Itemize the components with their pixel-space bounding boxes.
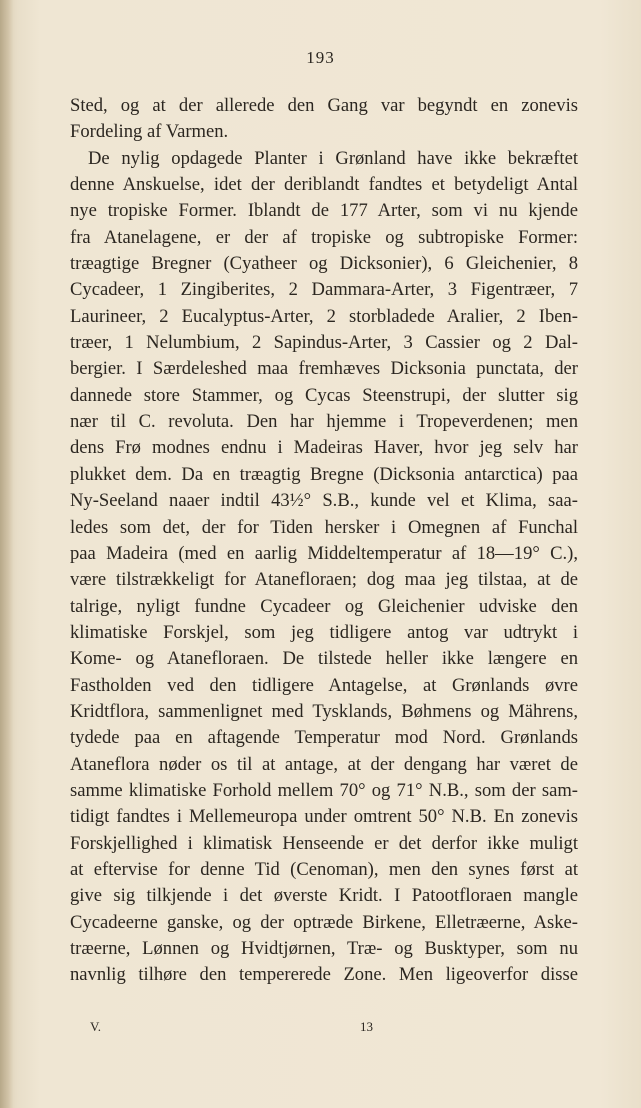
text-line: klimatiske Forskjel, som jeg tidligere antog var udtrykt i — [70, 621, 578, 643]
text-line: samme klimatiske Forhold mellem 70° og 71° N.B., som der sam- — [70, 779, 578, 801]
text-line: Fordeling af Varmen. — [70, 121, 229, 143]
text-line: dannede store Stammer, og Cycas Steenstrupi, der slutter sig — [70, 384, 578, 406]
text-line: plukket dem. Da en træagtig Bregne (Dicksonia antarctica) paa — [70, 463, 578, 485]
text-line: tidigt fandtes i Mellemeuropa under omtrent 50° N.B. En zonevis — [70, 806, 578, 828]
page-footer — [0, 1019, 641, 1039]
text-line: træer, 1 Nelumbium, 2 Sapindus-Arter, 3 Cassier og 2 Dal- — [70, 332, 578, 354]
text-line: tydede paa en aftagende Temperatur mod Nord. Grønlands — [70, 727, 578, 749]
text-line: Kridtflora, sammenlignet med Tysklands, Bøhmens og Mährens, — [70, 700, 578, 722]
text-line: paa Madeira (med en aarlig Middeltemperatur af 18—19° C.), — [70, 542, 578, 564]
text-line: bergier. I Særdeleshed maa fremhæves Dicksonia punctata, der — [70, 358, 578, 380]
text-line: nye tropiske Former. Iblandt de 177 Arter, som vi nu kjende — [70, 200, 578, 222]
text-line: Cycadeer, 1 Zingiberites, 2 Dammara-Arter, 3 Figentræer, 7 — [70, 279, 578, 301]
page-number: 193 — [306, 48, 335, 67]
text-line: navnlig tilhøre den tempererede Zone. Men ligeoverfor disse — [70, 964, 578, 986]
text-line: Kome- og Atanefloraen. De tilstede heller ikke længere en — [70, 648, 578, 670]
signature-mark: V. — [90, 1019, 101, 1034]
body-text — [70, 93, 578, 989]
text-line: Fastholden ved den tidligere Antagelse, at Grønlands øvre — [70, 674, 578, 696]
text-line: Cycadeerne ganske, og der optræde Birkene, Elletræerne, Aske- — [70, 911, 578, 933]
text-line: træagtige Bregner (Cyatheer og Dicksonier), 6 Gleichenier, 8 — [70, 253, 578, 275]
text-line: Laurineer, 2 Eucalyptus-Arter, 2 storbladede Aralier, 2 Iben- — [70, 305, 578, 327]
text-line: denne Anskuelse, idet der deriblandt fandtes et betydeligt Antal — [70, 174, 578, 196]
sheet-number: 13 — [360, 1019, 373, 1034]
text-line: dens Frø modnes endnu i Madeiras Haver, hvor jeg selv har — [70, 437, 578, 459]
text-line: træerne, Lønnen og Hvidtjørnen, Træ- og Busktyper, som nu — [70, 938, 578, 959]
text-line: nær til C. revoluta. Den har hjemme i Tropeverdenen; men — [70, 411, 578, 433]
text-line: Ny-Seeland naaer indtil 43½° S.B., kunde vel et Klima, saa- — [70, 490, 578, 512]
text-line: fra Atanelagene, er der af tropiske og subtropiske Former: — [70, 226, 578, 248]
text-line: Forskjellighed i klimatisk Henseende er det derfor ikke muligt — [70, 832, 578, 854]
text-line: at eftervise for denne Tid (Cenoman), men den synes først at — [70, 858, 578, 880]
text-line: talrige, nyligt fundne Cycadeer og Gleichenier udviske den — [70, 595, 578, 617]
text-line: Ataneflora nøder os til at antage, at der dengang har været de — [70, 753, 578, 775]
text-line: give sig tilkjende i det øverste Kridt. I Patootfloraen mangle — [70, 885, 578, 907]
text-line: være tilstrækkeligt for Atanefloraen; dog maa jeg tilstaa, at de — [70, 569, 578, 591]
page-spine-shadow — [0, 0, 14, 1108]
text-line: De nylig opdagede Planter i Grønland have ikke bekræftet — [88, 147, 578, 169]
text-line: ledes som det, der for Tiden hersker i Omegnen af Funchal — [70, 516, 578, 538]
text-line: Sted, og at der allerede den Gang var begyndt en zonevis — [70, 95, 578, 116]
